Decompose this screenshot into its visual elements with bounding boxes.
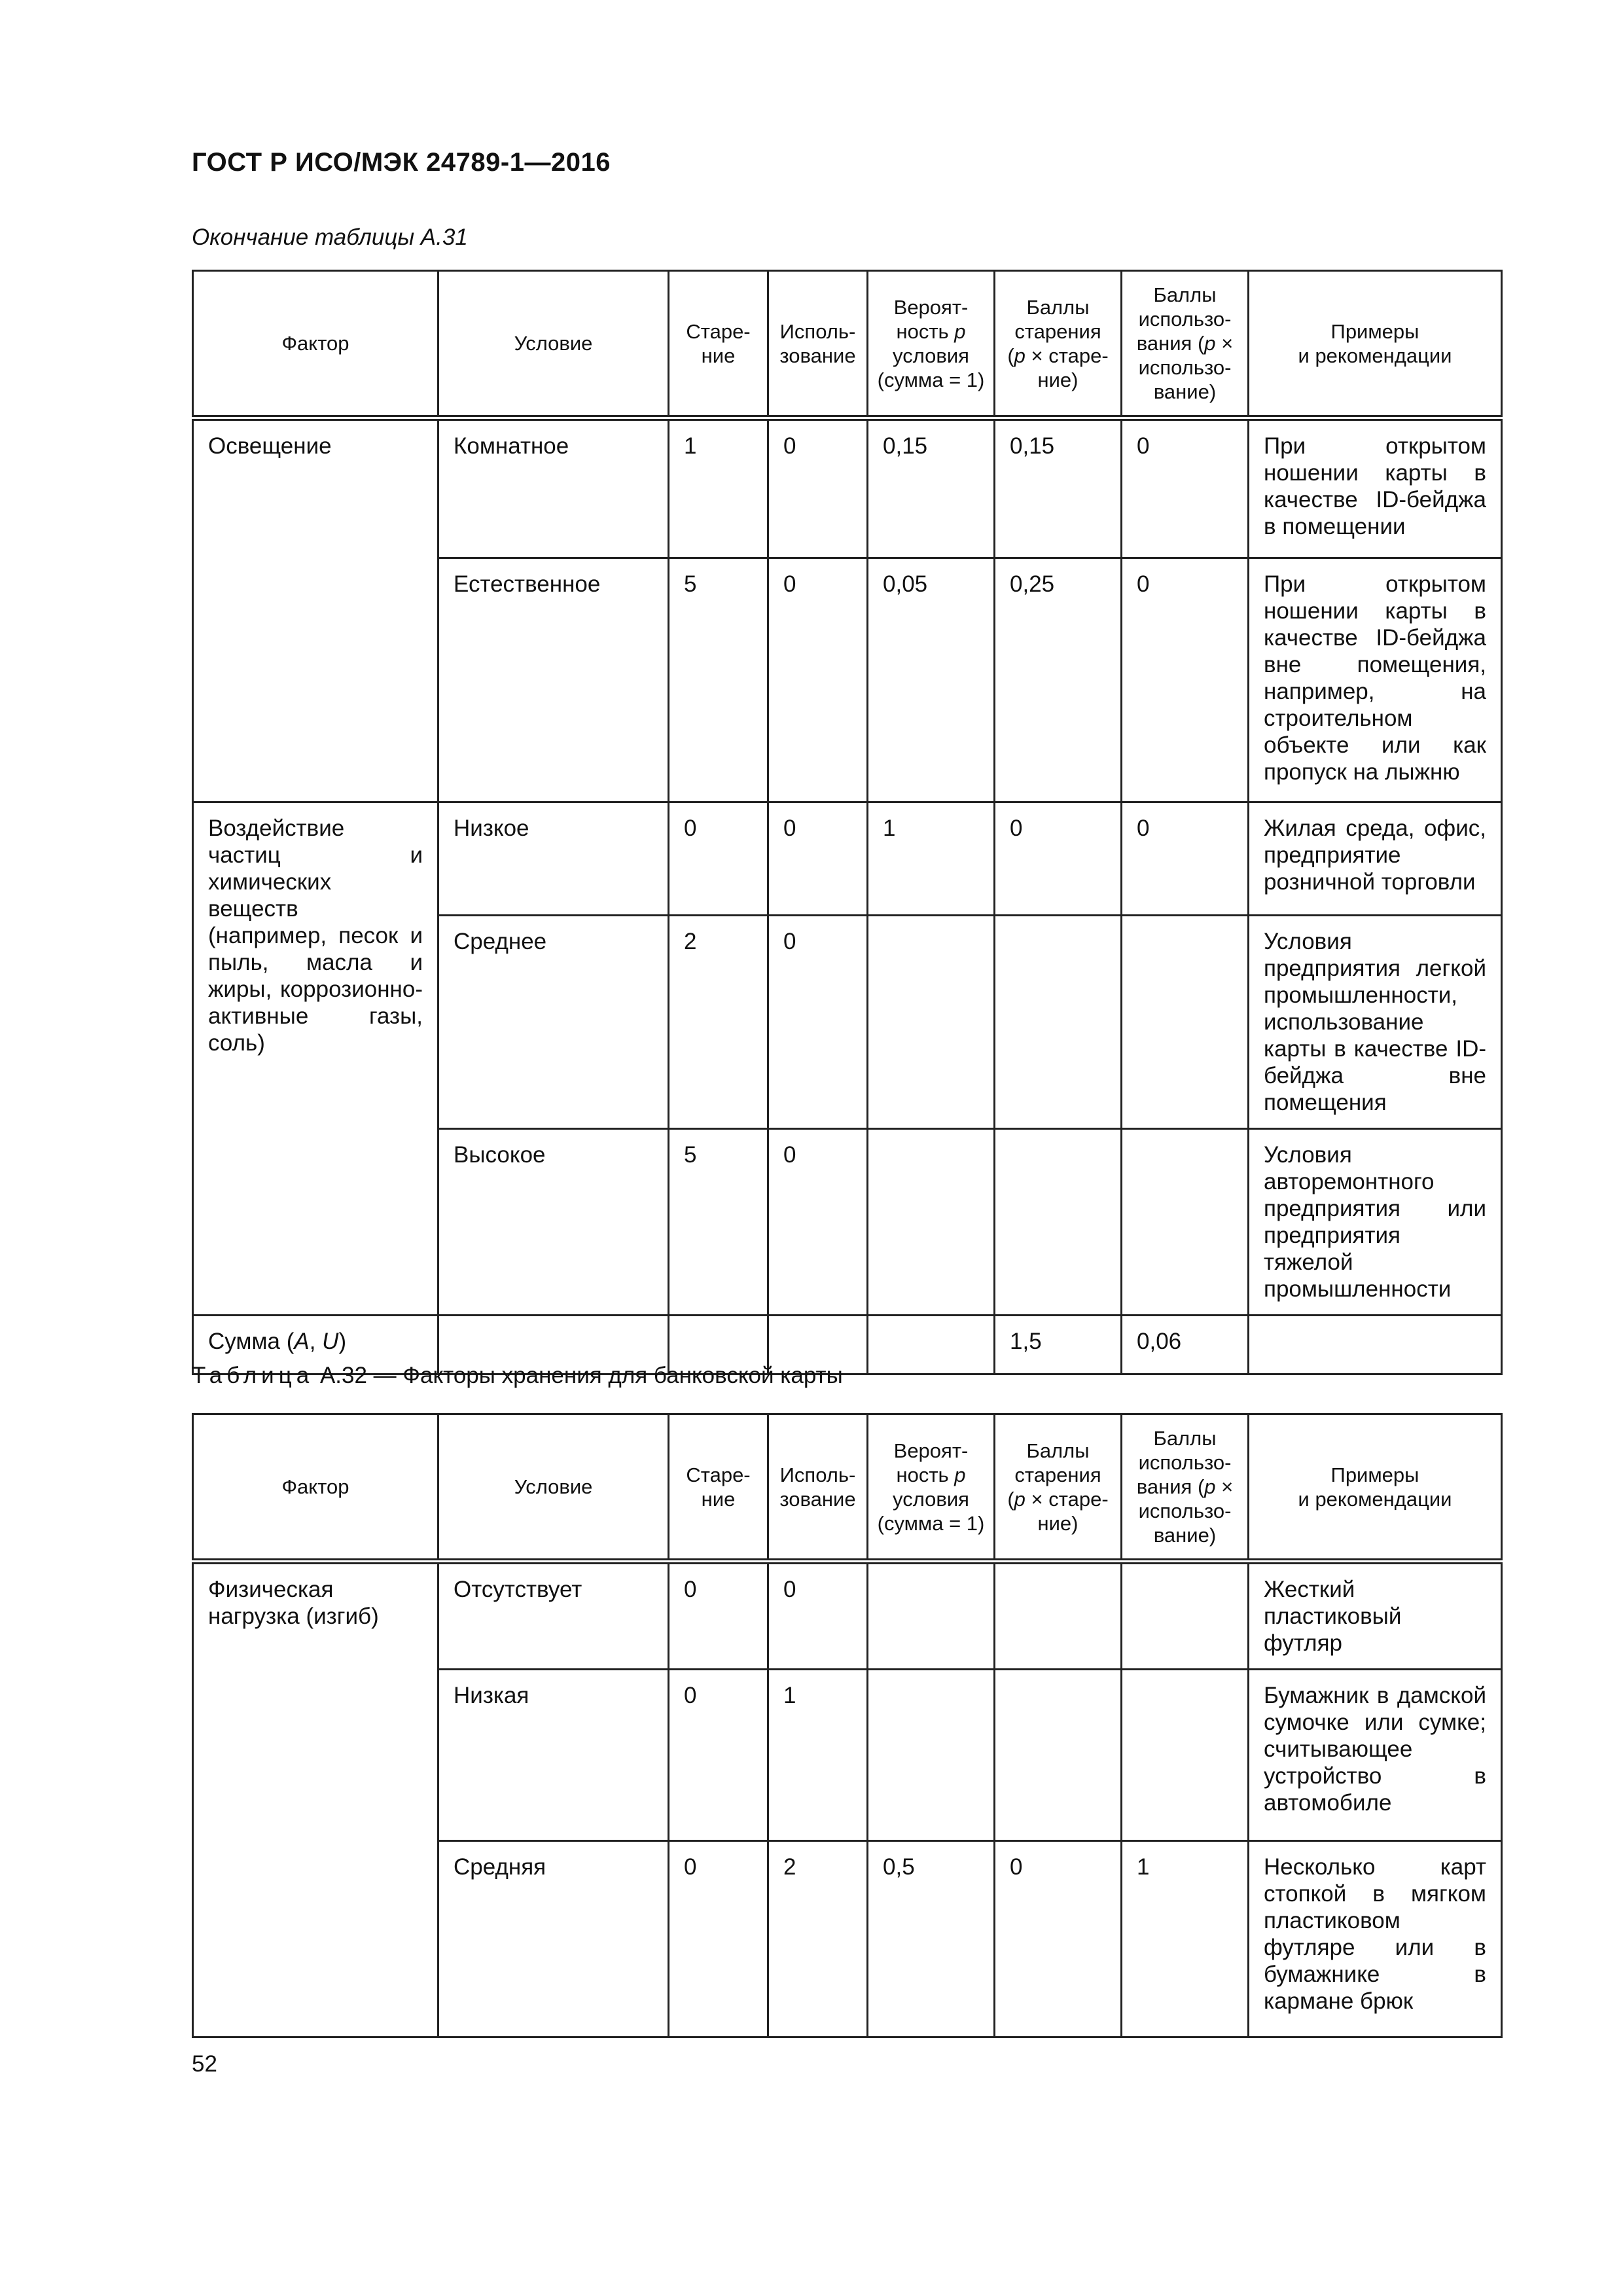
factor-cell: Физическая нагрузка (изгиб) [193, 1562, 438, 2037]
column-header-aging-score: Баллы старения (p × старе- ние) [995, 1414, 1122, 1562]
aging-cell: 2 [669, 916, 768, 1129]
condition-cell: Комнатное [438, 418, 669, 558]
aging-cell: 0 [669, 1670, 768, 1841]
probability-cell: 0,05 [868, 558, 995, 802]
aging-cell: 0 [669, 1562, 768, 1670]
column-header-usage: Исполь- зование [768, 271, 868, 418]
sum-label-cell: Сумма (A, U) [193, 1316, 438, 1374]
aging-score-cell: 0 [995, 1841, 1122, 2037]
aging-cell: 1 [669, 418, 768, 558]
table-continuation-caption: Окончание таблицы А.31 [192, 224, 468, 250]
caption-title: А.32 — Факторы хранения для банковской карты [313, 1363, 843, 1388]
column-header-examples: Примеры и рекомендации [1249, 1414, 1502, 1562]
usage-cell: 0 [768, 418, 868, 558]
examples-cell: Бумажник в дамской сумочке или сумке; считывающее устройство в автомобиле [1249, 1670, 1502, 1841]
column-header-probability: Вероят- ность p условия (сумма = 1) [868, 1414, 995, 1562]
caption-prefix: Таблица [192, 1363, 314, 1388]
sum-usage-score-cell: 0,06 [1122, 1316, 1249, 1374]
aging-score-cell: 0 [995, 802, 1122, 916]
aging-cell: 5 [669, 1129, 768, 1316]
table-row [193, 802, 1502, 916]
probability-cell: 0,5 [868, 1841, 995, 2037]
column-header-usage-score: Баллы использо- вания (p × использо- вание) [1122, 271, 1249, 418]
column-header-usage-score: Баллы использо- вания (p × использо- вание) [1122, 1414, 1249, 1562]
aging-score-cell: 0,15 [995, 418, 1122, 558]
usage-score-cell: 0 [1122, 558, 1249, 802]
column-header-usage: Исполь- зование [768, 1414, 868, 1562]
column-header-condition: Условие [438, 1414, 669, 1562]
aging-score-cell [995, 1670, 1122, 1841]
condition-cell: Среднее [438, 916, 669, 1129]
aging-cell: 5 [669, 558, 768, 802]
usage-score-cell [1122, 1670, 1249, 1841]
usage-cell: 0 [768, 916, 868, 1129]
table-a32-caption [192, 1363, 843, 1389]
aging-score-cell [995, 1129, 1122, 1316]
usage-score-cell [1122, 1129, 1249, 1316]
factor-cell: Освещение [193, 418, 438, 802]
examples-cell: Несколько карт стопкой в мягком пластиковом футляре или в бумажнике в кармане брюк [1249, 1841, 1502, 2037]
column-header-aging: Старе- ние [669, 1414, 768, 1562]
condition-cell: Низкая [438, 1670, 669, 1841]
table-a31 [192, 270, 1503, 1375]
table-header-row [193, 271, 1502, 418]
usage-cell: 0 [768, 802, 868, 916]
usage-score-cell [1122, 916, 1249, 1129]
table-header-row [193, 1414, 1502, 1562]
usage-score-cell: 0 [1122, 418, 1249, 558]
usage-score-cell: 1 [1122, 1841, 1249, 2037]
usage-cell: 0 [768, 1562, 868, 1670]
condition-cell: Низкое [438, 802, 669, 916]
factor-cell: Воздействие частиц и химических веществ (например, песок и пыль, масла и жиры, коррозионно-активные газы, соль) [193, 802, 438, 1316]
probability-cell [868, 1562, 995, 1670]
usage-cell: 1 [768, 1670, 868, 1841]
probability-cell [868, 916, 995, 1129]
document-code: ГОСТ Р ИСО/МЭК 24789-1—2016 [192, 148, 611, 177]
aging-score-cell: 0,25 [995, 558, 1122, 802]
examples-cell: При открытом ношении карты в качестве ID-бейджа вне помещения, например, на строительном объекте или как пропуск на лыжню [1249, 558, 1502, 802]
page-number: 52 [192, 2051, 217, 2077]
usage-cell: 0 [768, 558, 868, 802]
condition-cell: Высокое [438, 1129, 669, 1316]
condition-cell: Отсутствует [438, 1562, 669, 1670]
examples-cell: При открытом ношении карты в качестве ID-бейджа в помещении [1249, 418, 1502, 558]
empty-cell [868, 1316, 995, 1374]
usage-cell: 0 [768, 1129, 868, 1316]
condition-cell: Естественное [438, 558, 669, 802]
probability-cell: 0,15 [868, 418, 995, 558]
column-header-aging-score: Баллы старения (p × старе- ние) [995, 271, 1122, 418]
column-header-condition: Условие [438, 271, 669, 418]
examples-cell: Условия предприятия легкой промышленности, использование карты в качестве ID-бейджа вне помещения [1249, 916, 1502, 1129]
examples-cell: Жесткий пластиковый футляр [1249, 1562, 1502, 1670]
usage-score-cell [1122, 1562, 1249, 1670]
aging-score-cell [995, 916, 1122, 1129]
aging-cell: 0 [669, 1841, 768, 2037]
column-header-factor: Фактор [193, 1414, 438, 1562]
column-header-probability: Вероят- ность p условия (сумма = 1) [868, 271, 995, 418]
column-header-factor: Фактор [193, 271, 438, 418]
probability-cell: 1 [868, 802, 995, 916]
aging-score-cell [995, 1562, 1122, 1670]
table-row [193, 418, 1502, 558]
usage-score-cell: 0 [1122, 802, 1249, 916]
column-header-examples: Примеры и рекомендации [1249, 271, 1502, 418]
usage-cell: 2 [768, 1841, 868, 2037]
sum-aging-score-cell: 1,5 [995, 1316, 1122, 1374]
probability-cell [868, 1129, 995, 1316]
empty-cell [1249, 1316, 1502, 1374]
examples-cell: Условия авторемонтного предприятия или предприятия тяжелой промышленности [1249, 1129, 1502, 1316]
condition-cell: Средняя [438, 1841, 669, 2037]
table-row [193, 1562, 1502, 1670]
column-header-aging: Старе- ние [669, 271, 768, 418]
table-a32 [192, 1413, 1503, 2038]
probability-cell [868, 1670, 995, 1841]
aging-cell: 0 [669, 802, 768, 916]
examples-cell: Жилая среда, офис, предприятие розничной торговли [1249, 802, 1502, 916]
